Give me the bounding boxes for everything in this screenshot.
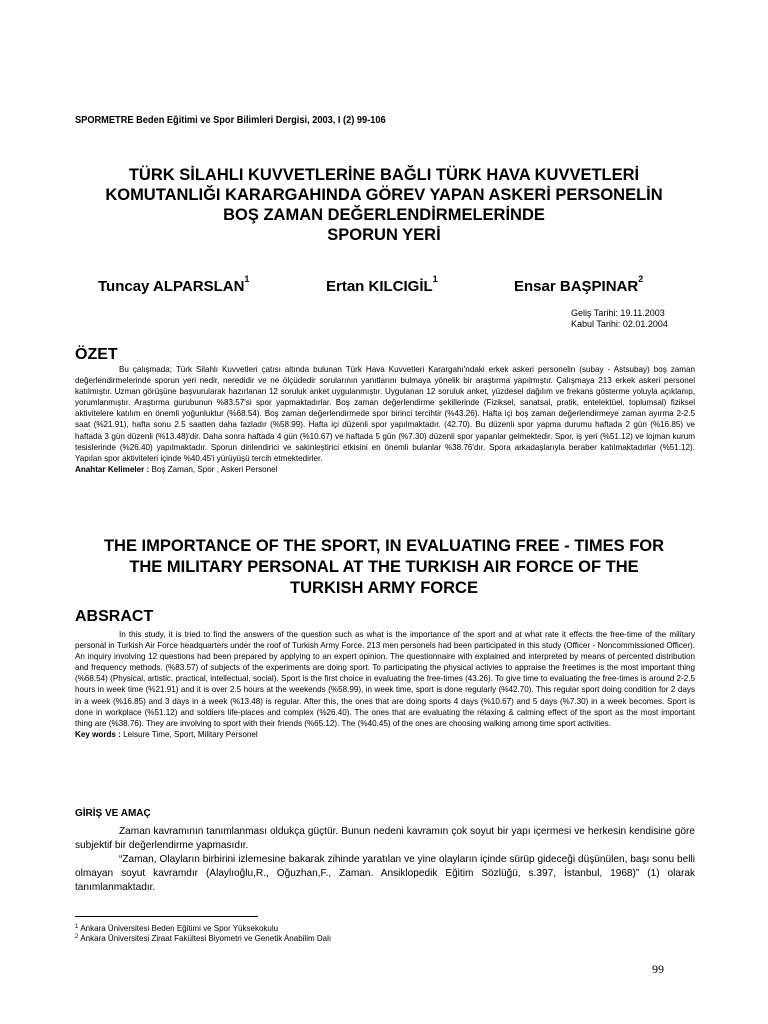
journal-citation: SPORMETRE Beden Eğitimi ve Spor Bilimleri Dergisi, 2003, I (2) 99-106 (75, 114, 386, 126)
title-line: TURKISH ARMY FORCE (290, 579, 478, 597)
title-line: THE MILITARY PERSONAL AT THE TURKISH AIR FORCE OF THE (129, 558, 639, 576)
keywords-label-tr: Anahtar Kelimeler : (75, 464, 150, 474)
footnote-mark: 1 (75, 924, 79, 930)
footnote-2 (75, 934, 331, 944)
author-affiliation-mark: 1 (244, 274, 250, 284)
abstract-paragraph (75, 629, 695, 740)
author-name: Tuncay ALPARSLAN (98, 278, 245, 295)
abstract-text: In this study, it is tried to find the answers of the question such as what is the importance of the sport and at what rate it effects the free-time of the military personal in Turkish Air Force headquarters under the roof of Turkish Army Force. 213 men personels had been participated in this study (Officer - Noncommissioned Officer). An inquiry involving 12 questions had been prepared by applying to an expert opinion. The questionnaire with explained and interpreted by means of percented distribution and frequency methods. (%83.57) of subjects of the experiments are doing sport. To participating the physical activies to appraise the freetimes is the most important thing (%68.54) (Physical, artistic, practical, intellectual, social). Sport is the first choice in evaluating the free-times (43.26). To give time to evaluating the free-times is around 2-2.5 hours in week time (%21.91) and it is over 2.5 hours at the weekends (%58.99), in week time, sport is done regularly (%42.70). This regular sport doing condition for 2 days in a week (%16.85) and 3 days in a week (%13.48) is regular. After this, the ones that are doing sports 4 days (%10.67) and 5 days (%7.30) in a week becomes. Sport is done in workplace (%51.12) and soldiers life-places and complex (%26.40). The ones that are evaluating the relaxing & calming effect of the sport as the most important thing are (%38.76). They are involving to sport with their friends (%65.12). The (%40.45) of the ones are choosing walking among time sport activities. (75, 630, 695, 728)
submission-dates (571, 308, 668, 330)
ozet-text: Bu çalışmada; Türk Silahlı Kuvvetleri çatısı altında bulunan Türk Hava Kuvvetleri Karargahı'ndaki erkek askeri personelin (subay - Astsubay) boş zaman değerlendirmelerinde sporun yeri nedir, neredidir ve ne ölçüdedir sorularının yanıtlarını bulmaya yönelik bir araştırma yapılmıştır. Çalışmaya 213 erkek askeri personel katılmıştır. Uzman görüşüne başvurularak hazırlanan 12 soruluk anket uygulanmıştır. Uygulanan 12 soruluk anket, yüzdesel dağılım ve frekans gösterme yoluyla açıklanıp, yorumlanmıştır. Araştırma gurubunun %83.57'si spor yapmaktadırlar. Boş zaman değerlendirme şekillerinde (Fiziksel, sanatsal, pratik, entelektüel, toplumsal) fiziksel aktivitelere katılım en önemli yoğunluktur (%68.54). Boş zaman değerlendirmede spor birinci tercihtir (%43.26). Hafta içi boş zaman değerlendirmeye zaman ayırma 2-2.5 saat (%21.91), hafta sonu 2.5 saatten daha fazladır (%58.99). Hafta içi düzenli spor yapılmaktadır. (42.70). Bu düzenli spor yapma durumu haftada 2 gün (%16.85) ve haftada 3 gün düzenli (%13.48)'dir. Daha sonra haftada 4 gün (%10.67) ve haftada 5 gün (%7.30) düzenli spor yapanlar gelmektedir. Spor, iş yeri (%51.12) ve lojman kurum tesislerinde (%26.40) yapılmaktadır. Sporun dinlendirici ve sakinleştirici etkisini en önemli bulanlar %38.76'dır. Spora arkadaşlarıyla beraber katılmaktadırlar (%51.12). Yapılan spor aktiviteleri içinde %40.45'i yürüyüşü tercih etmektedirler. (75, 365, 695, 463)
author-name: Ertan KILCIGİL (326, 278, 433, 295)
footnote-text: Ankara Üniversitesi Beden Eğitimi ve Spor Yüksekokulu (80, 924, 279, 933)
keywords-en: Leisure Time, Sport, Military Personel (120, 729, 258, 739)
title-english (40, 536, 728, 599)
title-line: TÜRK SİLAHLI KUVVETLERİNE BAĞLI TÜRK HAVA KUVVETLERİ (128, 166, 640, 184)
ozet-heading: ÖZET (75, 346, 118, 363)
keywords-tr: Boş Zaman, Spor , Askeri Personel (149, 464, 278, 474)
author-affiliation-mark: 1 (432, 274, 438, 284)
author-3 (514, 274, 644, 295)
author-2 (326, 274, 438, 295)
intro-heading: GİRİŞ VE AMAÇ (75, 808, 151, 819)
abstract-heading: ABSRACT (75, 608, 154, 625)
author-name: Ensar BAŞPINAR (514, 278, 639, 295)
keywords-label-en: Key words : (75, 729, 121, 739)
footnote-separator (75, 916, 258, 917)
received-date: Geliş Tarihi: 19.11.2003 (571, 308, 665, 318)
page-number: 99 (652, 962, 664, 976)
title-line: THE IMPORTANCE OF THE SPORT, IN EVALUATING FREE - TIMES FOR (103, 537, 665, 555)
title-line: KOMUTANLIĞI KARARGAHINDA GÖREV YAPAN ASKERİ PERSONELİN (105, 186, 663, 204)
author-1 (98, 274, 250, 295)
accepted-date: Kabul Tarihi: 02.01.2004 (571, 319, 668, 329)
intro-body (75, 825, 695, 895)
footnote-1 (75, 924, 278, 934)
intro-paragraph-2: “Zaman, Olayların birbirini izlemesine bakarak zihinde yaratılan ve yine olayların içinde sürüp gideceği düşünülen, başı sonu belli olmayan soyut kavramdır (Alaylıoğlu,R., Oğuzhan,F., Zaman. Ansiklopedik Eğitim Sözlüğü, s.397, İstanbul, 1968)” (1) olarak tanımlanmaktadır. (75, 854, 695, 893)
intro-paragraph-1: Zaman kavramının tanımlanması oldukça güçtür. Bunun nedeni kavramın çok soyut bir yapı içermesi ve herkesin kendisine göre subjektif bir değerlendirme yapmasıdır. (75, 826, 695, 851)
ozet-paragraph (75, 364, 695, 475)
title-line: SPORUN YERİ (327, 226, 441, 244)
author-affiliation-mark: 2 (638, 274, 644, 284)
title-line: BOŞ ZAMAN DEĞERLENDİRMELERİNDE (223, 206, 545, 224)
footnote-mark: 2 (75, 934, 79, 940)
footnote-text: Ankara Üniversitesi Ziraat Fakültesi Biyometri ve Genetik Anabilim Dalı (80, 934, 332, 943)
title-turkish (40, 165, 728, 245)
